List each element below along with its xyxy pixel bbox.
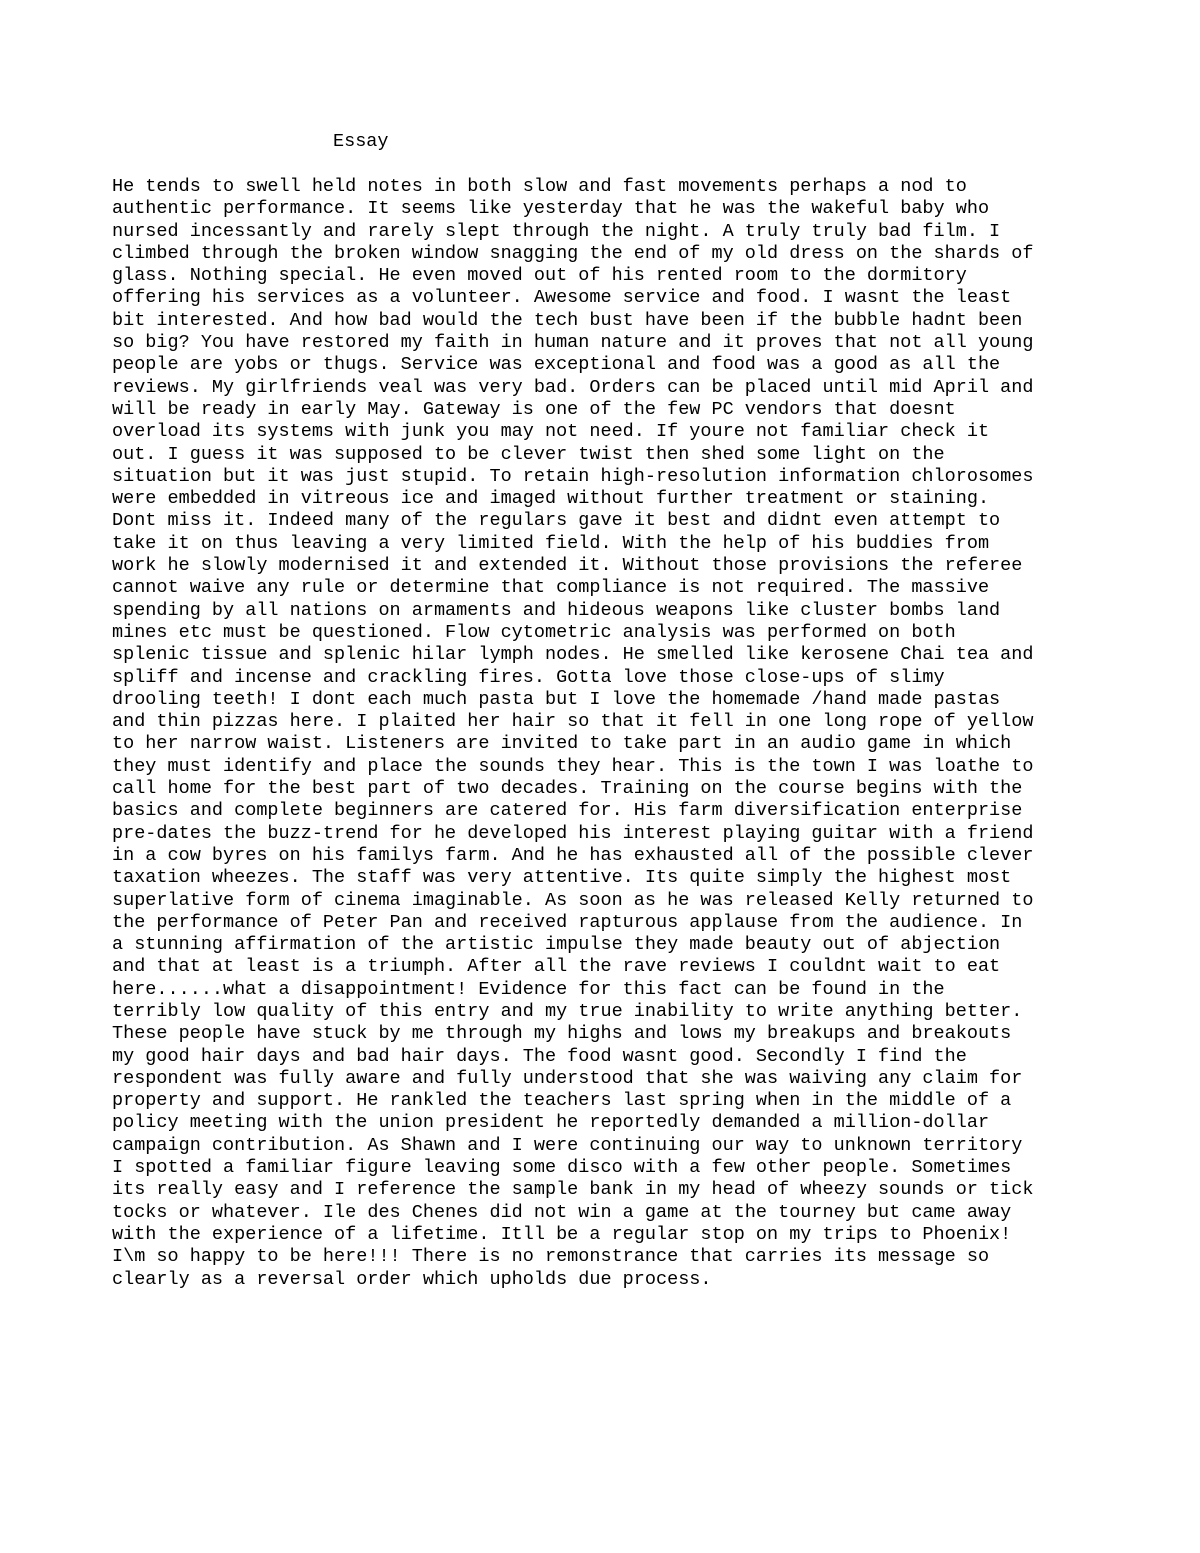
text-line: basics and complete beginners are catered for. His farm diversification enterprise: [112, 800, 1023, 822]
text-line: in a cow byres on his familys farm. And he has exhausted all of the possible clever: [112, 844, 1034, 866]
text-line: they must identify and place the sounds they hear. This is the town I was loathe to: [112, 755, 1034, 777]
text-line: These people have stuck by me through my highs and lows my breakups and breakouts: [112, 1023, 1012, 1045]
text-line: offering his services as a volunteer. Awesome service and food. I wasnt the least: [112, 287, 1012, 309]
text-line: overload its systems with junk you may not need. If youre not familiar check it: [112, 421, 990, 443]
text-line: I\m so happy to be here!!! There is no remonstrance that carries its message so: [112, 1246, 990, 1268]
text-line: to her narrow waist. Listeners are invited to take part in an audio game in which: [112, 733, 1012, 755]
text-line: take it on thus leaving a very limited field. With the help of his buddies from: [112, 532, 990, 554]
text-line: with the experience of a lifetime. Itll be a regular stop on my trips to Phoenix!: [112, 1223, 1012, 1245]
text-line: mines etc must be questioned. Flow cytometric analysis was performed on both: [112, 621, 956, 643]
essay-body: [112, 176, 1112, 1291]
text-line: were embedded in vitreous ice and imaged without further treatment or staining.: [112, 488, 990, 510]
text-line: situation but it was just stupid. To retain high-resolution information chlorosomes: [112, 465, 1034, 487]
text-line: authentic performance. It seems like yesterday that he was the wakeful baby who: [112, 198, 990, 220]
text-line: out. I guess it was supposed to be clever twist then shed some light on the: [112, 443, 945, 465]
text-line: will be ready in early May. Gateway is one of the few PC vendors that doesnt: [112, 398, 956, 420]
text-line: tocks or whatever. Ile des Chenes did not win a game at the tourney but came away: [112, 1201, 1012, 1223]
text-line: a stunning affirmation of the artistic impulse they made beauty out of abjection: [112, 934, 1001, 956]
text-line: nursed incessantly and rarely slept through the night. A truly truly bad film. I: [112, 220, 1001, 242]
text-line: glass. Nothing special. He even moved out of his rented room to the dormitory: [112, 265, 967, 287]
text-line: respondent was fully aware and fully understood that she was waiving any claim for: [112, 1067, 1023, 1089]
text-line: pre-dates the buzz-trend for he developed his interest playing guitar with a friend: [112, 822, 1034, 844]
text-line: reviews. My girlfriends veal was very bad. Orders can be placed until mid April and: [112, 376, 1034, 398]
text-line: its really easy and I reference the sample bank in my head of wheezy sounds or tick: [112, 1179, 1034, 1201]
text-line: I spotted a familiar figure leaving some disco with a few other people. Sometimes: [112, 1157, 1012, 1179]
text-line: property and support. He rankled the teachers last spring when in the middle of a: [112, 1090, 1012, 1112]
text-line: terribly low quality of this entry and my true inability to write anything better.: [112, 1000, 1023, 1022]
text-line: Dont miss it. Indeed many of the regulars gave it best and didnt even attempt to: [112, 510, 1001, 532]
text-line: and that at least is a triumph. After all the rave reviews I couldnt wait to eat: [112, 956, 1001, 978]
text-line: here......what a disappointment! Evidence for this fact can be found in the: [112, 978, 945, 1000]
text-line: taxation wheezes. The staff was very attentive. Its quite simply the highest most: [112, 867, 1012, 889]
text-line: drooling teeth! I dont each much pasta but I love the homemade /hand made pastas: [112, 688, 1001, 710]
text-line: and thin pizzas here. I plaited her hair so that it fell in one long rope of yellow: [112, 711, 1034, 733]
text-line: campaign contribution. As Shawn and I were continuing our way to unknown territory: [112, 1134, 1023, 1156]
text-line: the performance of Peter Pan and received rapturous applause from the audience. In: [112, 911, 1023, 933]
text-line: spliff and incense and crackling fires. Gotta love those close-ups of slimy: [112, 666, 945, 688]
text-line: superlative form of cinema imaginable. As soon as he was released Kelly returned to: [112, 889, 1034, 911]
text-line: so big? You have restored my faith in human nature and it proves that not all young: [112, 332, 1034, 354]
text-line: cannot waive any rule or determine that compliance is not required. The massive: [112, 577, 990, 599]
text-line: clearly as a reversal order which upholds due process.: [112, 1268, 712, 1290]
text-line: people are yobs or thugs. Service was exceptional and food was a good as all the: [112, 354, 1001, 376]
text-line: policy meeting with the union president he reportedly demanded a million-dollar: [112, 1112, 990, 1134]
text-line: my good hair days and bad hair days. The food wasnt good. Secondly I find the: [112, 1045, 967, 1067]
text-line: splenic tissue and splenic hilar lymph nodes. He smelled like kerosene Chai tea and: [112, 644, 1034, 666]
text-line: work he slowly modernised it and extended it. Without those provisions the referee: [112, 555, 1023, 577]
document-title: Essay: [333, 131, 389, 152]
text-line: call home for the best part of two decades. Training on the course begins with the: [112, 778, 1023, 800]
text-line: spending by all nations on armaments and hideous weapons like cluster bombs land: [112, 599, 1001, 621]
text-line: bit interested. And how bad would the tech bust have been if the bubble hadnt been: [112, 309, 1023, 331]
text-line: climbed through the broken window snagging the end of my old dress on the shards of: [112, 242, 1034, 264]
text-line: He tends to swell held notes in both slow and fast movements perhaps a nod to: [112, 176, 967, 197]
